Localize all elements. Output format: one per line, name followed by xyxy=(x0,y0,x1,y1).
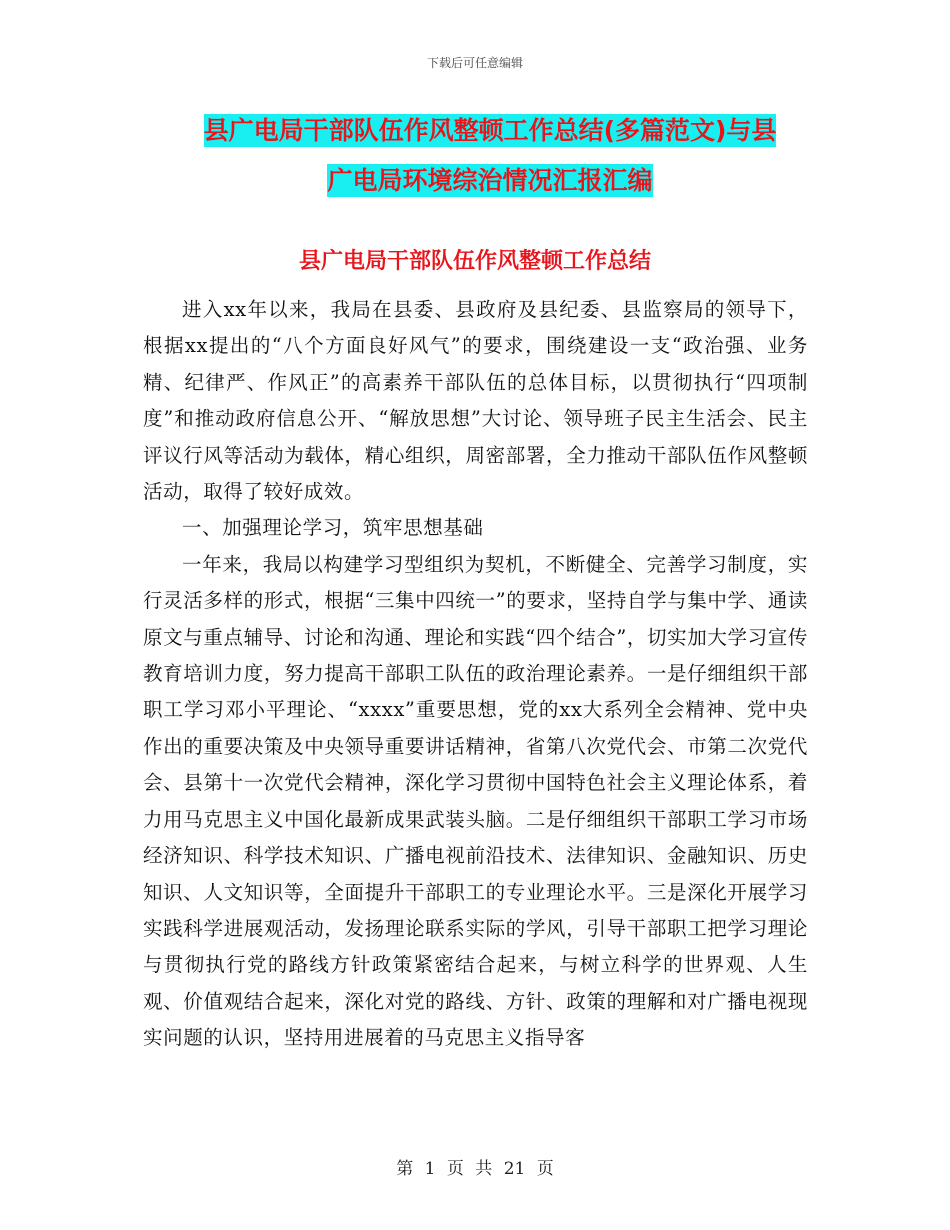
section-title: 县广电局干部队伍作风整顿工作总结 xyxy=(298,249,651,274)
paragraph-theory-study: 一年来，我局以构建学习型组织为契机，不断健全、完善学习制度，实行灵活多样的形式，根据“三集中四统一”的要求，坚持自学与集中学、通读原文与重点辅导、讨论和沟通、理论和实践“四个结合”，切实加大学习宣传教育培训力度，努力提高干部职工队伍的政治理论素养。一是仔细组织干部职工学习邓小平理论、“xxxx”重要思想，党的xx大系列全会精神、党中央作出的重要决策及中央领导重要讲话精神，省第八次党代会、市第二次党代会、县第十一次党代会精神，深化学习贯彻中国特色社会主义理论体系，着力用马克思主义中国化最新成果武装头脑。二是仔细组织干部职工学习市场经济知识、科学技术知识、广播电视前沿技术、法律知识、金融知识、历史知识、人文知识等，全面提升干部职工的专业理论水平。三是深化开展学习实践科学进展观活动，发扬理论联系实际的学风，引导干部职工把学习理论与贯彻执行党的路线方针政策紧密结合起来，与树立科学的世界观、人生观、价值观结合起来，深化对党的路线、方针、政策的理解和对广播电视现实问题的认识，坚持用进展着的马克思主义指导客 xyxy=(143,552,808,1050)
document-title-line-2: 广电局环境综治情况汇报汇编 xyxy=(327,166,653,195)
document-title-line-1: 县广电局干部队伍作风整顿工作总结(多篇范文)与县 xyxy=(203,116,777,145)
paragraph-intro: 进入xx年以来，我局在县委、县政府及县纪委、县监察局的领导下，根据xx提出的“八个方面良好风气”的要求，围绕建设一支“政治强、业务精、纪律严、作风正”的高素养干部队伍的总体目标，以贯彻执行“四项制度”和推动政府信息公开、“解放思想”大讨论、领导班子民主生活会、民主评议行风等活动为载体，精心组织，周密部署，全力推动干部队伍作风整顿活动，取得了较好成效。 xyxy=(143,298,808,504)
document-title xyxy=(120,106,860,206)
paragraph-heading-1: 一、加强理论学习，筑牢思想基础 xyxy=(182,516,484,540)
document-body xyxy=(143,292,808,1057)
page-number-footer: 第 1 页 共 21 页 xyxy=(396,1159,554,1179)
page-header-note: 下载后可任意编辑 xyxy=(426,56,523,70)
